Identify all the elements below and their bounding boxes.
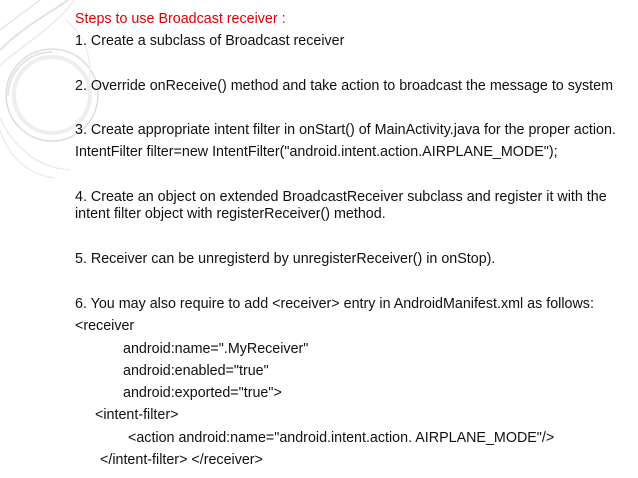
step-4-line-1: 4. Create an object on extended BroadcastReceiver subclass and register it with the — [75, 189, 607, 205]
step-3-code: IntentFilter filter=new IntentFilter("android.intent.action.AIRPLANE_MODE"); — [75, 144, 558, 160]
code-attr-enabled: android:enabled="true" — [123, 363, 269, 379]
step-1: 1. Create a subclass of Broadcast receiver — [75, 33, 345, 49]
step-5: 5. Receiver can be unregisterd by unregisterReceiver() in onStop). — [75, 251, 496, 267]
step-6: 6. You may also require to add <receiver> entry in AndroidManifest.xml as follows: — [75, 296, 594, 312]
step-2: 2. Override onReceive() method and take action to broadcast the message to system — [75, 78, 613, 94]
code-attr-exported: android:exported="true"> — [123, 385, 282, 401]
slide-heading: Steps to use Broadcast receiver : — [75, 11, 286, 27]
step-4-line-2: intent filter object with registerReceiver() method. — [75, 206, 386, 222]
code-intent-filter-open: <intent-filter> — [95, 407, 179, 423]
code-receiver-open: <receiver — [75, 318, 135, 334]
step-3: 3. Create appropriate intent filter in onStart() of MainActivity.java for the proper action. — [75, 122, 616, 138]
code-attr-name: android:name=".MyReceiver" — [123, 341, 309, 357]
code-closing-tags: </intent-filter> </receiver> — [100, 452, 263, 468]
code-action: <action android:name="android.intent.action. AIRPLANE_MODE"/> — [128, 430, 555, 446]
